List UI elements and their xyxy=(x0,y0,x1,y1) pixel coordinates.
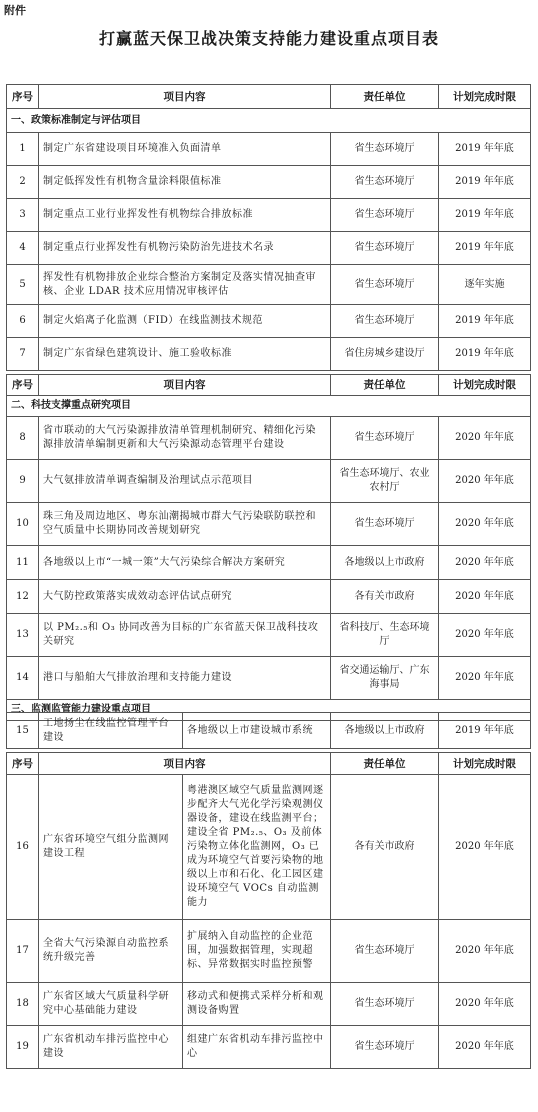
table-row xyxy=(7,713,531,749)
row-time: 2019 年年底 xyxy=(439,166,531,199)
table-row xyxy=(7,580,531,614)
row-unit: 各有关市政府 xyxy=(331,775,439,920)
header-unit: 责任单位 xyxy=(331,85,439,109)
row-unit: 省科技厅、生态环境厅 xyxy=(331,614,439,657)
row-item: 珠三角及周边地区、粤东汕潮揭城市群大气污染联防联控和空气质量中长期协同改善规划研究 xyxy=(39,503,331,546)
table-row xyxy=(7,1026,531,1069)
header-item: 项目内容 xyxy=(39,375,331,396)
row-no: 14 xyxy=(7,657,39,700)
header-item: 项目内容 xyxy=(39,85,331,109)
row-desc: 移动式和便携式采样分析和观测设备购置 xyxy=(183,983,331,1026)
row-item: 各地级以上市“一城一策”大气污染综合解决方案研究 xyxy=(39,546,331,580)
row-unit: 省生态环境厅 xyxy=(331,166,439,199)
row-item: 制定低挥发性有机物含量涂料限值标准 xyxy=(39,166,331,199)
row-no: 12 xyxy=(7,580,39,614)
section-title: 三、监测监管能力建设重点项目 xyxy=(7,700,531,721)
table-row xyxy=(7,199,531,232)
table-row xyxy=(7,265,531,305)
row-no: 4 xyxy=(7,232,39,265)
table-row xyxy=(7,614,531,657)
row-item: 制定重点行业挥发性有机物污染防治先进技术名录 xyxy=(39,232,331,265)
table-row xyxy=(7,775,531,920)
row-unit: 省生态环境厅 xyxy=(331,503,439,546)
row-time: 2020 年年底 xyxy=(439,417,531,460)
section-title-row xyxy=(7,109,531,133)
row-no: 13 xyxy=(7,614,39,657)
row-item: 省市联动的大气污染源排放清单管理机制研究、精细化污染源排放清单编制更新和大气污染源动态管理平台建设 xyxy=(39,417,331,460)
row-item: 大气氨排放清单调查编制及治理试点示范项目 xyxy=(39,460,331,503)
table-header-row xyxy=(7,85,531,109)
document-title: 打赢蓝天保卫战决策支持能力建设重点项目表 xyxy=(98,29,439,48)
row-unit: 各地级以上市政府 xyxy=(331,713,439,749)
row-time: 2019 年年底 xyxy=(439,232,531,265)
row-unit: 省生态环境厅 xyxy=(331,305,439,338)
row-no: 11 xyxy=(7,546,39,580)
section-title-row xyxy=(7,396,531,417)
header-no: 序号 xyxy=(7,85,39,109)
row-desc: 粤港澳区域空气质量监测网逐步配齐大气光化学污染观测仪器设备，建设在线监测平台；建设全省 PM₂.₅、O₃ 及前体污染物立体化监测网，O₃ 已成为环境空气首要污染物的地级以上市和石化、化工园区建设环境空气 VOCs 自动监测能力 xyxy=(183,775,331,920)
row-item: 以 PM₂.₅和 O₃ 协同改善为目标的广东省蓝天保卫战科技攻关研究 xyxy=(39,614,331,657)
row-time: 2020 年年底 xyxy=(439,1026,531,1069)
row-desc: 组建广东省机动车排污监控中心 xyxy=(183,1026,331,1069)
row-time: 2020 年年底 xyxy=(439,546,531,580)
row-no: 2 xyxy=(7,166,39,199)
header-time: 计划完成时限 xyxy=(439,753,531,775)
row-no: 9 xyxy=(7,460,39,503)
header-unit: 责任单位 xyxy=(331,753,439,775)
row-item: 全省大气污染源自动监控系统升级完善 xyxy=(39,920,183,983)
row-no: 8 xyxy=(7,417,39,460)
row-item: 广东省环境空气组分监测网建设工程 xyxy=(39,775,183,920)
table-header-row xyxy=(7,753,531,775)
table-section-1 xyxy=(6,84,531,371)
header-time: 计划完成时限 xyxy=(439,85,531,109)
row-time: 2020 年年底 xyxy=(439,614,531,657)
row-time: 2020 年年底 xyxy=(439,580,531,614)
header-no: 序号 xyxy=(7,375,39,396)
row-no: 17 xyxy=(7,920,39,983)
row-time: 2020 年年底 xyxy=(439,657,531,700)
header-time: 计划完成时限 xyxy=(439,375,531,396)
row-unit: 省生态环境厅 xyxy=(331,983,439,1026)
row-desc: 扩展纳入自动监控的企业范围，加强数据管理，实现超标、异常数据实时监控预警 xyxy=(183,920,331,983)
row-unit: 省生态环境厅 xyxy=(331,133,439,166)
row-unit: 省生态环境厅 xyxy=(331,232,439,265)
header-unit: 责任单位 xyxy=(331,375,439,396)
table-section-4 xyxy=(6,752,531,1069)
row-no: 19 xyxy=(7,1026,39,1069)
header-item: 项目内容 xyxy=(39,753,331,775)
header-no: 序号 xyxy=(7,753,39,775)
row-unit: 省生态环境厅 xyxy=(331,265,439,305)
section-title: 一、政策标准制定与评估项目 xyxy=(7,109,531,133)
row-no: 6 xyxy=(7,305,39,338)
row-no: 3 xyxy=(7,199,39,232)
row-unit: 省生态环境厅 xyxy=(331,1026,439,1069)
row-time: 2019 年年底 xyxy=(439,133,531,166)
row-item: 工地扬尘在线监控管理平台建设 xyxy=(39,713,183,749)
row-unit: 省生态环境厅 xyxy=(331,920,439,983)
row-no: 7 xyxy=(7,338,39,371)
row-unit: 各有关市政府 xyxy=(331,580,439,614)
row-no: 5 xyxy=(7,265,39,305)
row-item: 制定广东省绿色建筑设计、施工验收标准 xyxy=(39,338,331,371)
table-row xyxy=(7,166,531,199)
table-row xyxy=(7,546,531,580)
row-no: 18 xyxy=(7,983,39,1026)
table-row xyxy=(7,305,531,338)
row-item: 制定广东省建设项目环境准入负面清单 xyxy=(39,133,331,166)
row-time: 逐年实施 xyxy=(439,265,531,305)
table-row xyxy=(7,133,531,166)
row-time: 2019 年年底 xyxy=(439,305,531,338)
table-row xyxy=(7,983,531,1026)
row-item: 大气防控政策落实成效动态评估试点研究 xyxy=(39,580,331,614)
row-unit: 省住房城乡建设厅 xyxy=(331,338,439,371)
row-item: 制定火焰离子化监测（FID）在线监测技术规范 xyxy=(39,305,331,338)
row-time: 2020 年年底 xyxy=(439,503,531,546)
row-unit: 省交通运输厅、广东海事局 xyxy=(331,657,439,700)
row-item: 制定重点工业行业挥发性有机物综合排放标准 xyxy=(39,199,331,232)
table-row xyxy=(7,920,531,983)
row-time: 2019 年年底 xyxy=(439,713,531,749)
row-no: 16 xyxy=(7,775,39,920)
row-no: 10 xyxy=(7,503,39,546)
row-no: 15 xyxy=(7,713,39,749)
table-row xyxy=(7,460,531,503)
table-section-3 xyxy=(6,712,531,749)
row-no: 1 xyxy=(7,133,39,166)
table-section-2 xyxy=(6,374,531,721)
row-time: 2020 年年底 xyxy=(439,460,531,503)
row-item: 广东省区域大气质量科学研究中心基础能力建设 xyxy=(39,983,183,1026)
table-row xyxy=(7,503,531,546)
table-row xyxy=(7,417,531,460)
table-header-row xyxy=(7,375,531,396)
row-time: 2020 年年底 xyxy=(439,920,531,983)
row-item: 挥发性有机物排放企业综合整治方案制定及落实情况抽查审核、企业 LDAR 技术应用情况审核评估 xyxy=(39,265,331,305)
row-unit: 省生态环境厅、农业农村厅 xyxy=(331,460,439,503)
row-desc: 各地级以上市建设城市系统 xyxy=(183,713,331,749)
attachment-label: 附件 xyxy=(4,4,26,17)
row-item: 广东省机动车排污监控中心建设 xyxy=(39,1026,183,1069)
row-unit: 各地级以上市政府 xyxy=(331,546,439,580)
row-time: 2019 年年底 xyxy=(439,338,531,371)
row-item: 港口与船舶大气排放治理和支持能力建设 xyxy=(39,657,331,700)
row-unit: 省生态环境厅 xyxy=(331,417,439,460)
table-row xyxy=(7,232,531,265)
section-title: 二、科技支撑重点研究项目 xyxy=(7,396,531,417)
row-unit: 省生态环境厅 xyxy=(331,199,439,232)
row-time: 2020 年年底 xyxy=(439,775,531,920)
table-row xyxy=(7,338,531,371)
row-time: 2019 年年底 xyxy=(439,199,531,232)
row-time: 2020 年年底 xyxy=(439,983,531,1026)
table-row xyxy=(7,657,531,700)
